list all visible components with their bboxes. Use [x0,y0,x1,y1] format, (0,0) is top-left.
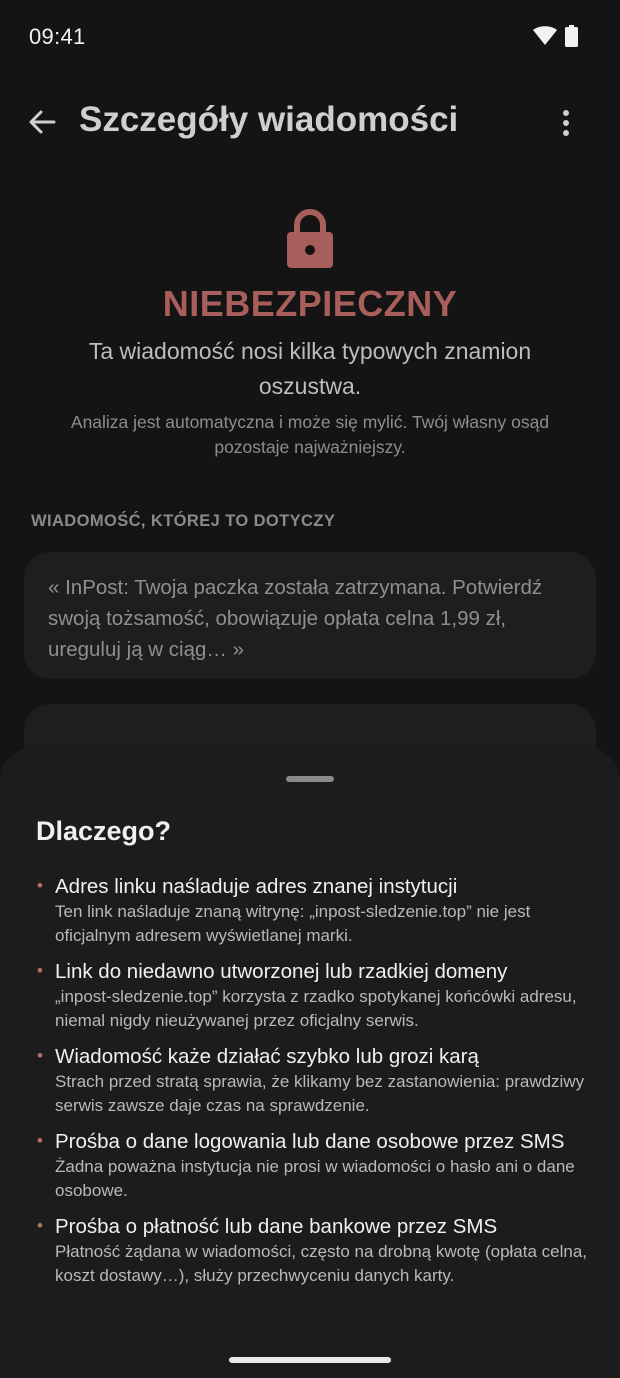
reason-description: Strach przed stratą sprawia, że klikamy bez zastanowienia: prawdziwy serwis zawsze daje czas na sprawdzenie. [55,1072,585,1115]
reason-description: Ten link naśladuje znaną witrynę: „inpost-sledzenie.top” nie jest oficjalnym adresem wyświetlanej marki. [55,902,531,945]
reason-item [0,1044,620,1118]
reason-item [0,1129,620,1203]
verdict-disclaimer: Analiza jest automatyczna i może się mylić. Twój własny osąd pozostaje najważniejszy. [70,412,550,457]
app-bar [0,88,620,158]
reason-item [0,959,620,1033]
more-vert-icon[interactable] [552,106,580,140]
sheet-title: Dlaczego? [36,816,172,846]
reason-title: Wiadomość każe działać szybko lub grozi karą [55,1045,479,1068]
wifi-icon [533,26,557,46]
bullet-icon: • [37,876,43,895]
page-title: Szczegóły wiadomości [79,100,459,139]
verdict-summary: Ta wiadomość nosi kilka typowych znamion oszustwa. [88,338,532,399]
verdict-label: NIEBEZPIECZNY [162,283,458,324]
bullet-icon: • [37,1046,43,1065]
gesture-nav-handle[interactable] [229,1357,391,1363]
message-card [24,552,596,679]
reasons-list [0,874,620,1299]
reason-title: Adres linku naśladuje adres znanej instytucji [55,875,458,898]
bottom-sheet [0,748,620,1378]
battery-icon [565,25,578,47]
bullet-icon: • [37,1131,43,1150]
status-bar [0,0,620,76]
reason-title: Prośba o dane logowania lub dane osobowe przez SMS [55,1130,565,1153]
reason-item [0,1214,620,1288]
status-time: 09:41 [29,24,86,49]
reason-item [0,874,620,948]
sheet-drag-handle[interactable] [286,776,334,782]
bullet-icon: • [37,1216,43,1235]
reason-title: Prośba o płatność lub dane bankowe przez SMS [55,1215,498,1238]
arrow-back-icon[interactable] [26,106,58,138]
reason-title: Link do niedawno utworzonej lub rzadkiej domeny [55,960,508,983]
bullet-icon: • [37,961,43,980]
reason-description: „inpost-sledzenie.top” korzysta z rzadko spotykanej końcówki adresu, niemal nigdy nieużywanej przez oficjalny serwis. [55,987,577,1030]
lock-icon [283,208,337,270]
message-section-label: WIADOMOŚĆ, KTÓREJ TO DOTYCZY [31,512,336,530]
message-text: « InPost: Twoja paczka została zatrzymana. Potwierdź swoją tożsamość, obowiązuje opłata celna 1,99 zł, ureguluj ją w ciąg… » [48,576,543,661]
reason-description: Żadna poważna instytucja nie prosi w wiadomości o hasło ani o dane osobowe. [55,1157,575,1200]
reason-description: Płatność żądana w wiadomości, często na drobną kwotę (opłata celna, koszt dostawy…), służy przechwyceniu danych karty. [55,1242,588,1285]
